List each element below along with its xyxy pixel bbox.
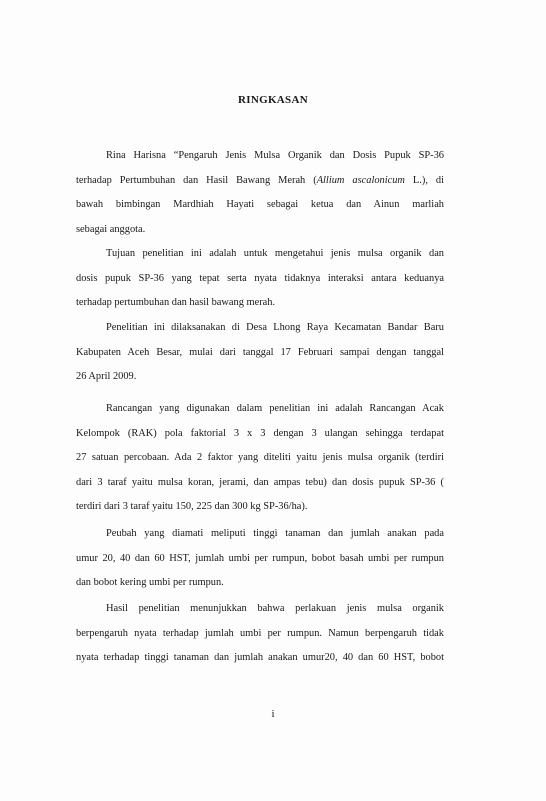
- page-title: RINGKASAN: [238, 94, 308, 106]
- species-name: Allium ascalonicum: [316, 174, 405, 186]
- paragraph-results: [76, 597, 444, 671]
- text-line: [76, 169, 444, 194]
- text-line: Penelitian ini dilaksanakan di Desa Lhong Raya Kecamatan Bandar Baru: [106, 322, 444, 333]
- paragraph-location: [76, 316, 444, 390]
- text-line: sebagai anggota.: [76, 223, 146, 235]
- paragraph-author-title: [76, 144, 444, 242]
- text-line: dan bobot kering umbi per rumpun.: [76, 577, 224, 589]
- text-line: umur 20, 40 dan 60 HST, jumlah umbi per rumpun, bobot basah umbi per rumpun: [76, 552, 444, 564]
- text-segment: terhadap Pertumbuhan dan Hasil Bawang Merah (: [76, 174, 317, 186]
- text-line: Tujuan penelitian ini adalah untuk mengetahui jenis mulsa organik dan: [106, 248, 444, 259]
- text-line: Kelompok (RAK) pola faktorial 3 x 3 dengan 3 ulangan sehingga terdapat: [76, 427, 444, 439]
- text-line: nyata terhadap tinggi tanaman dan jumlah anakan umur20, 40 dan 60 HST, bobot: [76, 652, 444, 664]
- paragraph-objective: [76, 242, 444, 316]
- text-line: terdiri dari 3 taraf yaitu 150, 225 dan 300 kg SP-36/ha).: [76, 501, 308, 513]
- text-line: Hasil penelitian menunjukkan bahwa perlakuan jenis mulsa organik: [106, 603, 444, 614]
- text-line: Rina Harisna “Pengaruh Jenis Mulsa Organik dan Dosis Pupuk SP-36: [106, 150, 444, 161]
- text-line: terhadap pertumbuhan dan hasil bawang merah.: [76, 297, 276, 309]
- text-line: 26 April 2009.: [76, 371, 137, 383]
- page-number: i: [271, 708, 275, 720]
- text-line: Peubah yang diamati meliputi tinggi tanaman dan jumlah anakan pada: [106, 528, 444, 539]
- text-line: dosis pupuk SP-36 yang tepat serta nyata tidaknya interaksi antara keduanya: [76, 272, 444, 284]
- text-line: dari 3 taraf yaitu mulsa koran, jerami, dan ampas tebu) dan dosis pupuk SP-36 (: [76, 476, 444, 488]
- paragraph-variables: [76, 522, 444, 596]
- paragraph-design: [76, 397, 444, 520]
- text-line: berpengaruh nyata terhadap jumlah umbi per rumpun. Namun berpengaruh tidak: [76, 627, 444, 639]
- text-segment: L.), di: [404, 174, 445, 186]
- text-line: bawah bimbingan Mardhiah Hayati sebagai ketua dan Ainun marliah: [76, 199, 444, 211]
- text-line: 27 satuan percobaan. Ada 2 faktor yang diteliti yaitu jenis mulsa organik (terdiri: [76, 452, 444, 464]
- text-line: Rancangan yang digunakan dalam penelitian ini adalah Rancangan Acak: [106, 403, 444, 414]
- text-line: Kabupaten Aceh Besar, mulai dari tanggal 17 Februari sampai dengan tanggal: [76, 346, 444, 358]
